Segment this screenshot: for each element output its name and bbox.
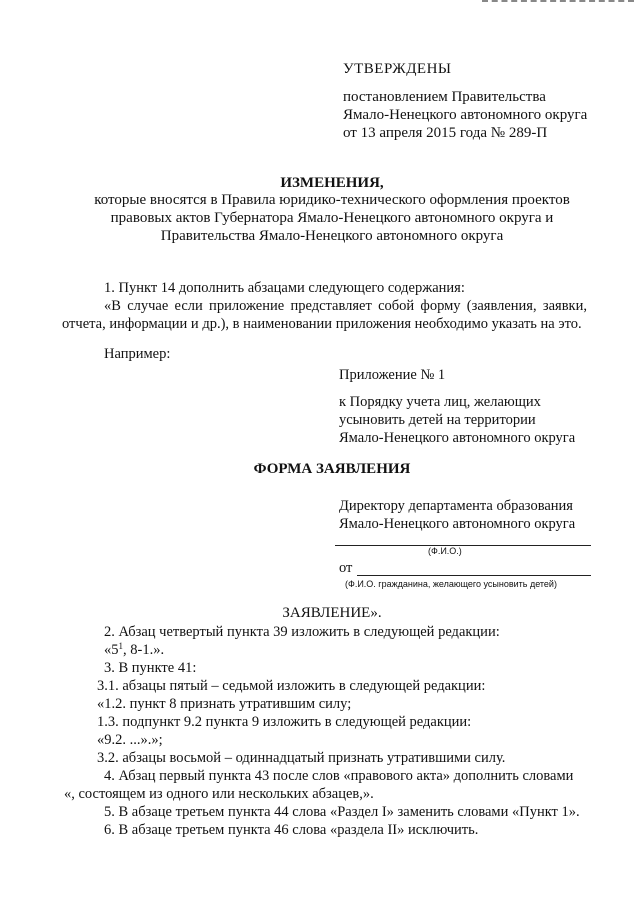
item-2-quote	[104, 641, 164, 659]
item-5: 5. В абзаце третьем пункта 44 слова «Раздел I» заменить словами «Пункт 1».	[104, 804, 580, 820]
citizen-line	[357, 575, 591, 576]
item-3-1: 3.1. абзацы пятый – седьмой изложить в следующей редакции:	[97, 678, 486, 694]
item-2: 2. Абзац четвертый пункта 39 изложить в следующей редакции:	[104, 624, 500, 640]
item-6: 6. В абзаце третьем пункта 46 слова «раздела II» исключить.	[104, 822, 479, 838]
from-label: от	[339, 560, 353, 576]
item-4-line-1: 4. Абзац первый пункта 43 после слов «правового акта» дополнить словами	[104, 768, 574, 784]
item-2-quote-rest: , 8-1.».	[123, 642, 165, 658]
form-title: ФОРМА ЗАЯВЛЕНИЯ	[253, 461, 411, 477]
item-2-quote-open: «5	[104, 642, 119, 658]
item-3: 3. В пункте 41:	[104, 660, 197, 676]
form-addressee-1: Директору департамента образования	[339, 498, 573, 514]
item-1-example-label: Например:	[104, 346, 171, 362]
approval-line-2: Ямало-Ненецкого автономного округа	[343, 107, 588, 123]
document-title: ИЗМЕНЕНИЯ,	[280, 175, 384, 191]
appendix-line-3: Ямало-Ненецкого автономного округа	[339, 430, 576, 446]
fio-label: (Ф.И.О.)	[428, 546, 462, 556]
item-4-line-2: «, состоящем из одного или нескольких абзацев,».	[64, 786, 374, 802]
appendix-line-1: к Порядку учета лиц, желающих	[339, 394, 541, 410]
item-2-superscript: 1	[118, 641, 123, 651]
document-subtitle-2: правовых актов Губернатора Ямало-Ненецкого автономного округа и	[110, 210, 554, 226]
item-3-1-quote-1: «1.2. пункт 8 признать утратившим силу;	[97, 696, 352, 712]
appendix-line-2: усыновить детей на территории	[339, 412, 536, 428]
approval-line-1: постановлением Правительства	[343, 89, 546, 105]
item-3-2: 3.2. абзацы восьмой – одиннадцатый признать утратившими силу.	[97, 750, 506, 766]
fio-line	[335, 545, 591, 546]
item-1-intro: 1. Пункт 14 дополнить абзацами следующего содержания:	[104, 280, 465, 296]
appendix-title: Приложение № 1	[339, 367, 446, 383]
approval-title: УТВЕРЖДЕНЫ	[343, 61, 452, 77]
item-3-1-quote-3: «9.2. ...».»;	[97, 732, 163, 748]
citizen-label: (Ф.И.О. гражданина, желающего усыновить детей)	[345, 579, 557, 589]
document-subtitle-3: Правительства Ямало-Ненецкого автономного округа	[160, 228, 504, 244]
document-subtitle-1: которые вносятся в Правила юридико-технического оформления проектов	[94, 192, 570, 208]
form-addressee-2: Ямало-Ненецкого автономного округа	[339, 516, 576, 532]
statement-title: ЗАЯВЛЕНИЕ».	[282, 605, 382, 621]
scan-edge-mark	[482, 0, 634, 2]
item-3-1-quote-2: 1.3. подпункт 9.2 пункта 9 изложить в следующей редакции:	[97, 714, 472, 730]
approval-line-3: от 13 апреля 2015 года № 289-П	[343, 125, 548, 141]
item-1-quote: «В случае если приложение представляет собой форму (заявления, заявки, отчета, информации и др.), в наименовании приложения необходимо указать на это.	[62, 298, 587, 332]
